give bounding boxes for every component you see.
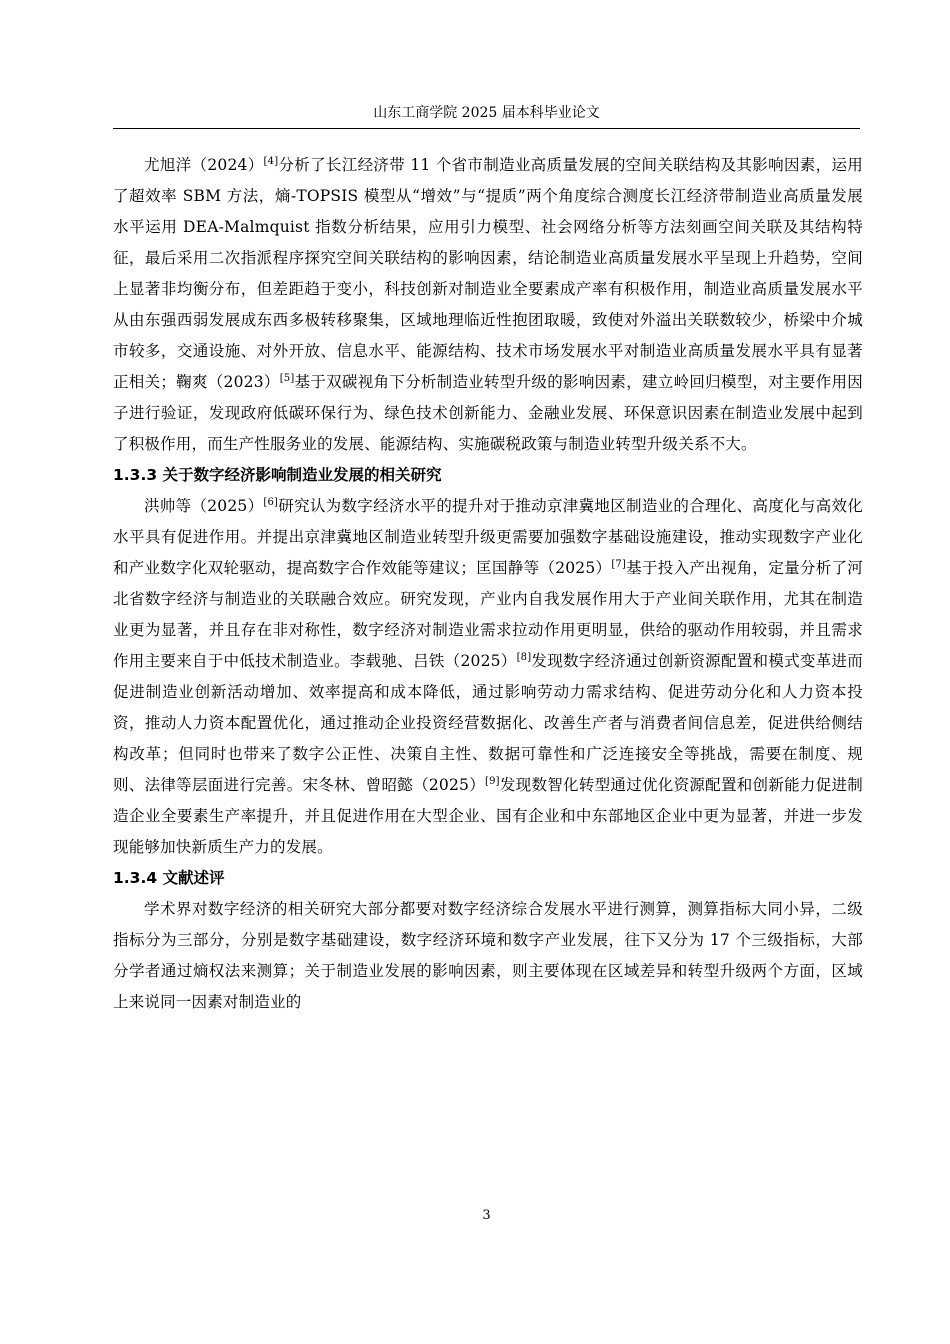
section-heading: 1.3.4 文献述评 <box>113 869 225 887</box>
text-run: 研究认为数字经济水平的提升对于推动京津冀地区制造业的合理化、高度化与高效化水平具有促进作用。并提出京津冀地区制造业转型升级更需要加强数字基础设施建设，推动实现数字产业化和产业数字化双轮驱动，提高数字合作效能等建议；匡国静等（2025） <box>113 497 863 577</box>
page-body <box>113 150 863 1018</box>
text-run: 基于投入产出视角，定量分析了河北省数字经济与制造业的关联融合效应。研究发现，产业内自我发展作用大于产业间关联作用，尤其在制造业更为显著，并且存在非对称性，数字经济对制造业需求拉动作用更明显，供给的驱动作用较弱，并且需求作用主要来自于中低技术制造业。李载驰、吕铁（2025） <box>113 559 863 670</box>
page-header <box>113 103 860 123</box>
text-run: 尤旭洋（2024） <box>144 156 264 174</box>
citation-marker: [6] <box>263 496 279 508</box>
paragraph <box>113 150 863 460</box>
page-number: 3 <box>482 1208 491 1223</box>
text-run: 洪帅等（2025） <box>144 497 264 515</box>
citation-marker: [8] <box>516 651 532 663</box>
section-heading: 1.3.3 关于数字经济影响制造业发展的相关研究 <box>113 466 442 484</box>
text-run: 发现数字经济通过创新资源配置和模式变革进而促进制造业创新活动增加、效率提高和成本降低，通过影响劳动力需求结构、促进劳动分化和人力资本投资，推动人力资本配置优化，通过推动企业投资经营数据化、改善生产者与消费者间信息差，促进供给侧结构改革；但同时也带来了数字公正性、决策自主性、数据可靠性和广泛连接安全等挑战，需要在制度、规则、法律等层面进行完善。宋冬林、曾昭懿（2025） <box>113 652 863 794</box>
citation-marker: [4] <box>263 155 279 167</box>
text-run: 基于双碳视角下分析制造业转型升级的影响因素，建立岭回归模型，对主要作用因子进行验证，发现政府低碳环保行为、绿色技术创新能力、金融业发展、环保意识因素在制造业发展中起到了积极作用，而生产性服务业的发展、能源结构、实施碳税政策与制造业转型升级关系不大。 <box>113 373 863 453</box>
text-run: 发现数智化转型通过优化资源配置和创新能力促进制造企业全要素生产率提升，并且促进作用在大型企业、国有企业和中东部地区企业中更为显著，并进一步发现能够加快新质生产力的发展。 <box>113 776 863 856</box>
header-title: 山东工商学院 2025 届本科毕业论文 <box>373 105 600 121</box>
paragraph <box>113 491 863 863</box>
text-run: 分析了长江经济带 11 个省市制造业高质量发展的空间关联结构及其影响因素，运用了超效率 SBM 方法，熵-TOPSIS 模型从“增效”与“提质”两个角度综合测度长江经济带制造业高质量发展水平运用 DEA-Malmquist 指数分析结果，应用引力模型、社会网络分析等方法刻画空间关联及其结构特征，最后采用二次指派程序探究空间关联结构的影响因素，结论制造业高质量发展水平呈现上升趋势，空间上显著非均衡分布，但差距趋于变小，科技创新对制造业全要素成产率有积极作用，制造业高质量发展水平从由东强西弱发展成东西多极转移聚集，区域地理临近性抱团取暖，致使对外溢出关联数较少，桥梁中介城市较多，交通设施、对外开放、信息水平、能源结构、技术市场发展水平对制造业高质量发展水平具有显著正相关；鞠爽（2023） <box>113 156 863 391</box>
citation-marker: [7] <box>611 558 627 570</box>
text-run: 学术界对数字经济的相关研究大部分都要对数字经济综合发展水平进行测算，测算指标大同小异，二级指标分为三部分，分别是数字基础建设，数字经济环境和数字产业发展，往下又分为 17 个三级指标，大部分学者通过熵权法来测算；关于制造业发展的影响因素，则主要体现在区域差异和转型升级两个方面，区域上来说同一因素对制造业的 <box>113 900 863 1011</box>
page-footer <box>113 1208 860 1223</box>
paragraph <box>113 894 863 1018</box>
citation-marker: [5] <box>279 372 295 384</box>
citation-marker: [9] <box>485 775 500 787</box>
header-rule <box>113 128 860 129</box>
